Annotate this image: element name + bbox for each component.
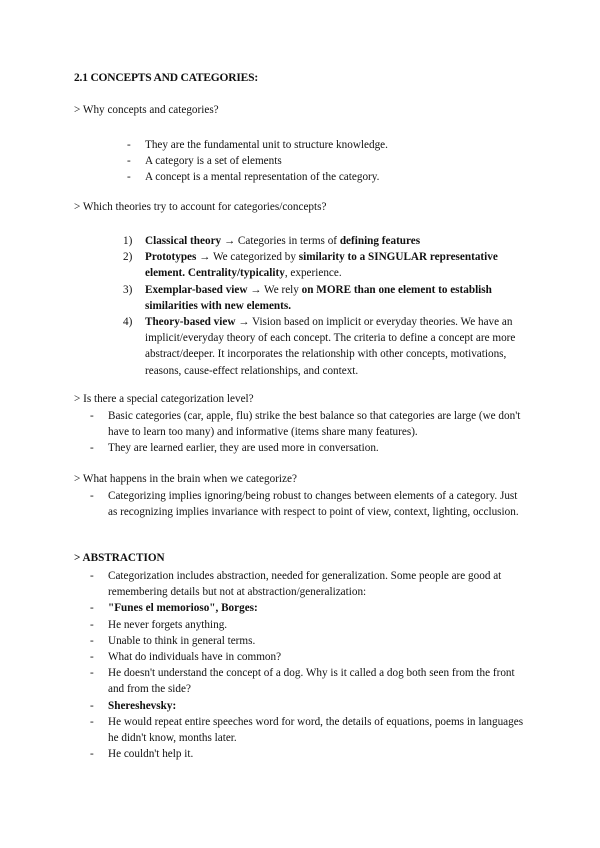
theory-name: Theory-based view <box>145 316 236 329</box>
theory-text-tail: , experience. <box>284 267 342 280</box>
theory-text: Vision based on implicit or everyday theories. We have an implicit/everyday theory of each concept. The criteria to define a concept are more abstract/deeper. It incorporates the relationship with other concepts, motivations, reasons, cause-effect relationships, and context. <box>145 316 516 377</box>
theory-name: Classical theory <box>145 235 222 247</box>
list-item <box>127 169 525 185</box>
list-item <box>127 153 525 169</box>
bullet: - <box>90 602 94 615</box>
bullet: - <box>90 748 94 761</box>
bullet: - <box>90 570 94 582</box>
list-item-text: A concept is a mental representation of the category. <box>145 171 380 184</box>
theory-emphasis: on MORE than one element to establish similarities with new elements. <box>145 283 492 312</box>
list-item <box>90 698 528 714</box>
question-categorization-level: > Is there a special categorization level? <box>74 393 254 405</box>
list-item <box>90 568 528 600</box>
question-why-concepts: > Why concepts and categories? <box>74 104 219 116</box>
list-item-text: Unable to think in general terms. <box>108 634 256 647</box>
list-item-text: Basic categories (car, apple, flu) strike the best balance so that categories are large (we don't have to learn too many) and informative (items share many features). <box>108 410 521 439</box>
theory-text: We rely <box>264 283 302 296</box>
list-item-text-bold: Shereshevsky: <box>108 699 177 712</box>
bullet: - <box>90 651 94 664</box>
abstraction-heading: > ABSTRACTION <box>74 552 165 564</box>
list-item-text: He doesn't understand the concept of a dog. Why is it called a dog both seen from the front and from the side? <box>108 667 515 696</box>
list-item <box>90 714 528 746</box>
question-theories: > Which theories try to account for categories/concepts? <box>74 201 327 213</box>
list-item <box>90 649 528 665</box>
theory-emphasis: defining features <box>339 235 421 247</box>
list-item-text: He would repeat entire speeches word for word, the details of equations, poems in languages he didn't know, months later. <box>108 715 524 745</box>
brain-list <box>90 488 528 520</box>
list-item-text: Categorization includes abstraction, needed for generalization. Some people are good at remembering details but not at abstraction/generalization: <box>108 570 502 599</box>
bullet: - <box>90 715 94 728</box>
categorization-level-list <box>90 408 528 457</box>
item-number: 4) <box>123 316 133 329</box>
list-item <box>90 665 528 697</box>
arrow: → <box>196 251 213 264</box>
list-item <box>90 440 528 456</box>
list-item-text: They are the fundamental unit to structure knowledge. <box>145 139 388 151</box>
arrow: → <box>221 235 238 247</box>
list-item <box>90 617 528 633</box>
list-item <box>90 408 528 440</box>
theory-text: Categories in terms of <box>237 235 340 247</box>
item-number: 3) <box>123 283 133 296</box>
theory-name: Prototypes <box>145 251 197 264</box>
abstraction-list <box>90 568 528 762</box>
list-item-text-bold: "Funes el memorioso", Borges: <box>108 602 258 615</box>
theories-list <box>123 233 527 379</box>
bullet: - <box>90 410 94 422</box>
list-item-text: Categorizing implies ignoring/being robust to changes between elements of a category. Just as recognizing implies invariance with respect to point of view, context, lighting, occlusion. <box>108 490 519 519</box>
bullet: - <box>127 171 131 184</box>
theory-text: We categorized by <box>212 251 299 264</box>
list-item <box>90 746 528 762</box>
bullet: - <box>90 699 94 712</box>
question-brain: > What happens in the brain when we categorize? <box>74 473 297 485</box>
list-item <box>123 282 527 314</box>
list-item-text: He never forgets anything. <box>108 618 228 631</box>
list-item-text: They are learned earlier, they are used more in conversation. <box>108 442 379 455</box>
item-number: 2) <box>123 251 133 264</box>
list-item <box>127 137 525 153</box>
bullet: - <box>90 618 94 631</box>
arrow: → <box>235 316 253 329</box>
list-item-text: A category is a set of elements <box>145 155 282 168</box>
item-number: 1) <box>123 235 133 247</box>
bullet: - <box>90 490 94 502</box>
section-title: 2.1 CONCEPTS AND CATEGORIES: <box>74 72 258 84</box>
bullet: - <box>90 667 94 680</box>
theory-emphasis: similarity to a SINGULAR representative element. Centrality/typicality <box>145 251 498 280</box>
bullet: - <box>90 634 94 647</box>
list-item <box>90 488 528 520</box>
arrow: → <box>247 283 265 296</box>
list-item <box>123 249 527 281</box>
list-item <box>123 233 527 249</box>
list-item-text: He couldn't help it. <box>108 748 194 761</box>
theory-name: Exemplar-based view <box>145 283 248 296</box>
list-item <box>90 600 528 616</box>
list-item <box>90 633 528 649</box>
list-item-text: What do individuals have in common? <box>108 651 282 664</box>
list-item <box>123 314 527 379</box>
bullet: - <box>127 139 131 151</box>
bullet: - <box>127 155 131 168</box>
bullet: - <box>90 442 94 455</box>
why-concepts-list <box>127 137 525 186</box>
